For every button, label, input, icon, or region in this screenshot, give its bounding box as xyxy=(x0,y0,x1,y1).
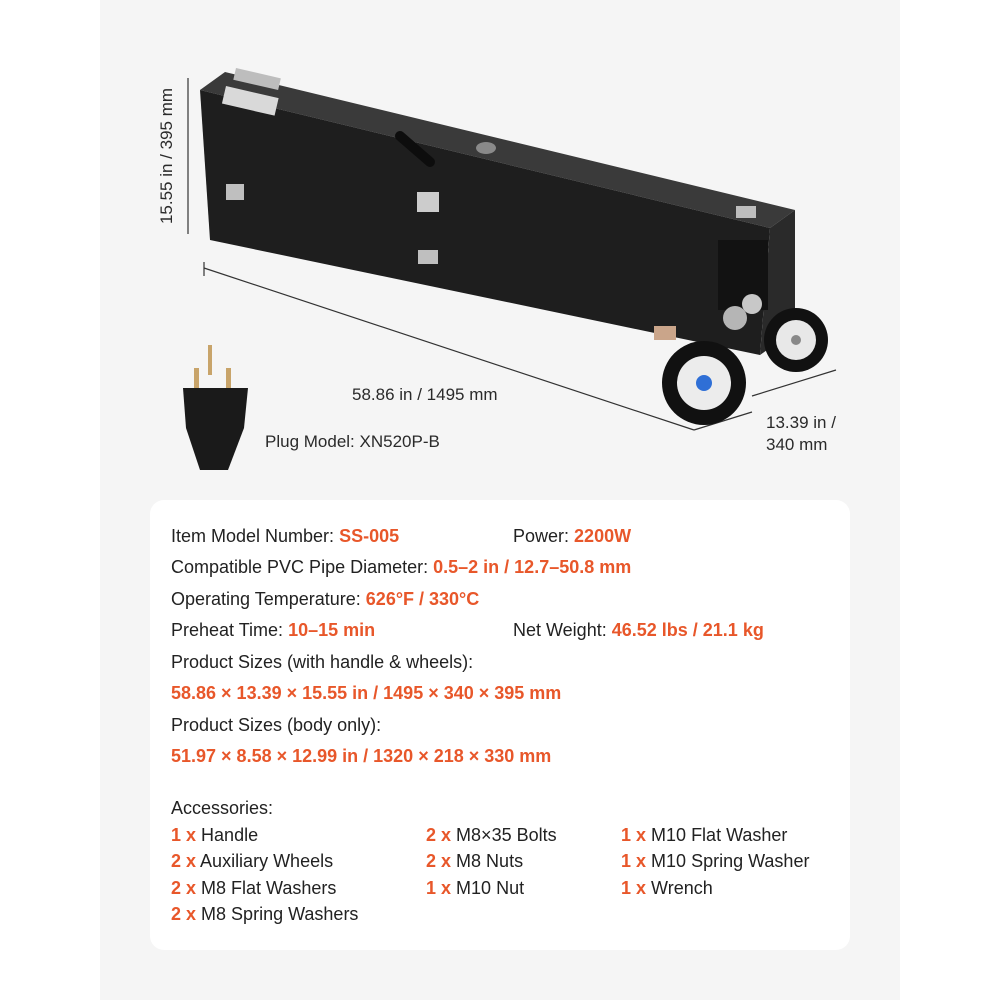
accessory-qty: 2 x xyxy=(171,878,197,898)
accessory-qty: 2 x xyxy=(171,851,197,871)
size-body-value: 51.97 × 8.58 × 12.99 in / 1320 × 218 × 330 mm xyxy=(171,746,552,766)
pipe-value: 0.5–2 in / 12.7–50.8 mm xyxy=(433,557,632,577)
accessory-name: M10 Flat Washer xyxy=(651,825,788,845)
accessory-qty: 1 x xyxy=(621,825,647,845)
accessory-name: M8 Flat Washers xyxy=(201,878,337,898)
model-value: SS-005 xyxy=(339,526,400,546)
accessory-name: Wrench xyxy=(651,878,713,898)
height-dimension: 15.55 in / 395 mm xyxy=(157,87,176,225)
accessory-name: M10 Spring Washer xyxy=(651,851,810,871)
accessory-item xyxy=(426,878,524,899)
preheat-row xyxy=(171,620,375,641)
accessory-item xyxy=(426,851,523,872)
accessory-name: Handle xyxy=(201,825,259,845)
temp-value: 626°F / 330°C xyxy=(365,589,480,609)
length-dimension: 58.86 in / 1495 mm xyxy=(352,385,498,404)
plug-image xyxy=(183,345,248,470)
accessory-item xyxy=(621,851,809,872)
accessory-qty: 1 x xyxy=(621,851,647,871)
accessory-item xyxy=(621,878,713,899)
wheel-icon xyxy=(764,308,828,372)
power-label: Power: xyxy=(513,526,570,546)
accessory-qty: 1 x xyxy=(426,878,452,898)
size-full-label: Product Sizes (with handle & wheels): xyxy=(171,652,474,672)
accessory-name: M8 Spring Washers xyxy=(201,904,359,924)
accessory-name: M8 Nuts xyxy=(456,851,524,871)
preheat-label: Preheat Time: xyxy=(171,620,284,640)
accessories-title: Accessories: xyxy=(171,798,274,818)
pipe-label: Compatible PVC Pipe Diameter: xyxy=(171,557,429,577)
accessory-qty: 2 x xyxy=(426,851,452,871)
size-full-value: 58.86 × 13.39 × 15.55 in / 1495 × 340 × 395 mm xyxy=(171,683,562,703)
accessory-item xyxy=(426,825,557,846)
spec-card xyxy=(150,500,850,950)
accessory-name: Auxiliary Wheels xyxy=(200,851,334,871)
plug-model-label: Plug Model: XN520P-B xyxy=(265,432,440,451)
power-row xyxy=(513,526,631,547)
accessory-item xyxy=(171,851,333,872)
pipe-row xyxy=(171,557,631,578)
temp-label: Operating Temperature: xyxy=(171,589,361,609)
accessory-qty: 2 x xyxy=(171,904,197,924)
power-value: 2200W xyxy=(574,526,632,546)
width-dimension-line2: 340 mm xyxy=(766,435,828,454)
accessory-qty: 2 x xyxy=(426,825,452,845)
model-row xyxy=(171,526,399,547)
weight-value: 46.52 lbs / 21.1 kg xyxy=(611,620,764,640)
width-dimension xyxy=(766,412,836,456)
preheat-value: 10–15 min xyxy=(288,620,376,640)
width-dimension-line1: 13.39 in / xyxy=(766,413,836,432)
accessory-qty: 1 x xyxy=(621,878,647,898)
size-body-label: Product Sizes (body only): xyxy=(171,715,382,735)
accessory-item xyxy=(171,904,358,925)
weight-row xyxy=(513,620,764,641)
accessory-item xyxy=(621,825,787,846)
model-label: Item Model Number: xyxy=(171,526,335,546)
accessory-name: M8×35 Bolts xyxy=(456,825,557,845)
accessory-item xyxy=(171,878,336,899)
weight-label: Net Weight: xyxy=(513,620,607,640)
accessory-item xyxy=(171,825,258,846)
accessory-name: M10 Nut xyxy=(456,878,525,898)
temp-row xyxy=(171,589,479,610)
accessory-qty: 1 x xyxy=(171,825,197,845)
